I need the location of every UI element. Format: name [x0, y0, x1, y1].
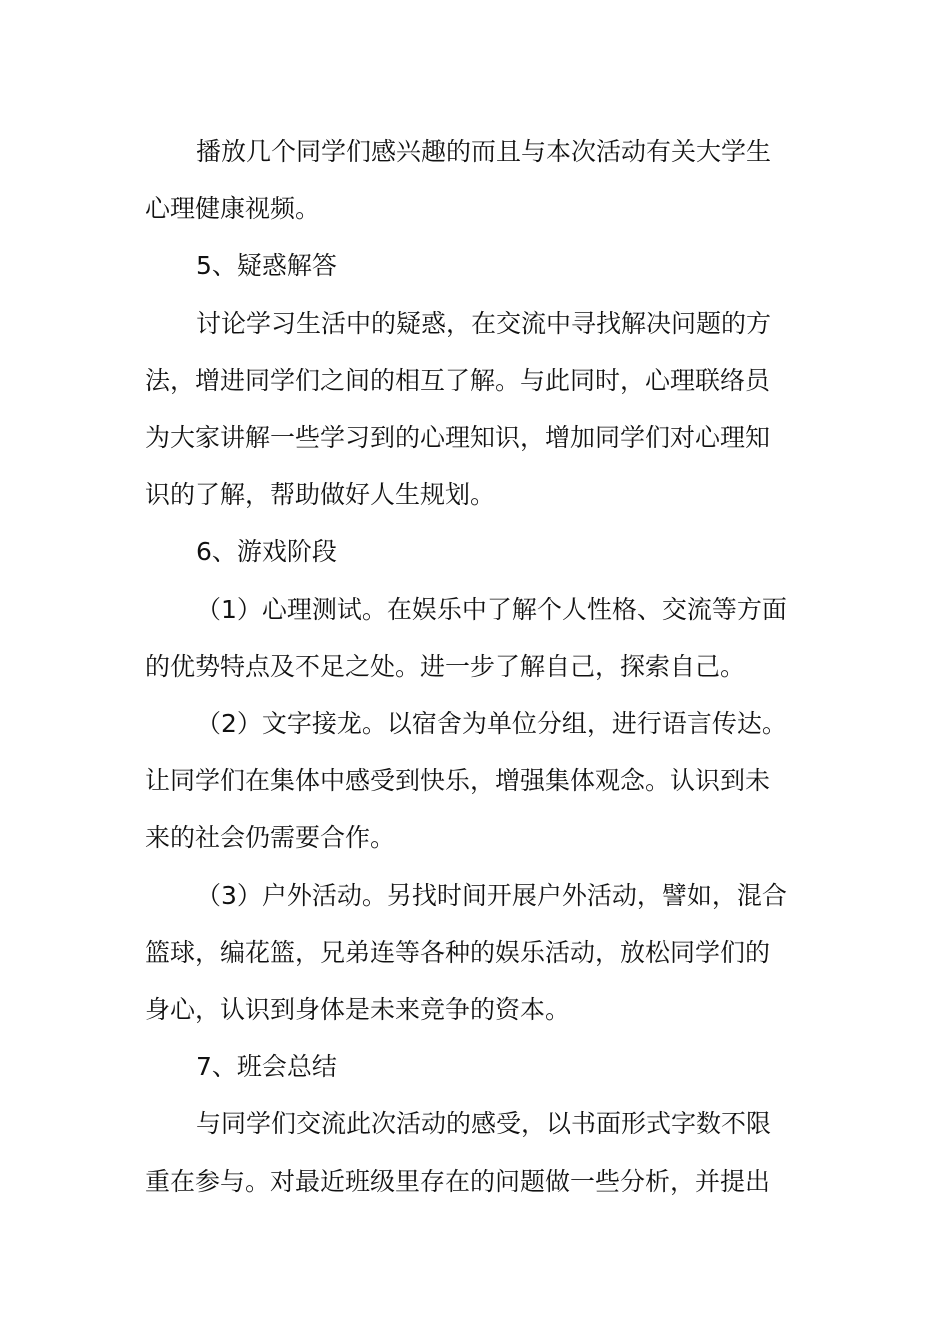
paragraph-line: （2）文字接龙。以宿舍为单位分组，进行语言传达。 [196, 709, 787, 738]
paragraph-line: 识的了解，帮助做好人生规划。 [145, 480, 496, 509]
section-heading: 5、疑惑解答 [196, 251, 337, 280]
paragraph-line: 身心，认识到身体是未来竞争的资本。 [145, 995, 571, 1024]
paragraph-line: 心理健康视频。 [145, 194, 321, 223]
paragraph-line: 篮球，编花篮，兄弟连等各种的娱乐活动，放松同学们的 [145, 938, 771, 967]
paragraph-line: 与同学们交流此次活动的感受，以书面形式字数不限 [196, 1109, 772, 1138]
paragraph-line: 法，增进同学们之间的相互了解。与此同时，心理联络员 [145, 366, 771, 395]
paragraph-line: 重在参与。对最近班级里存在的问题做一些分析，并提出 [145, 1167, 771, 1196]
paragraph-line: 讨论学习生活中的疑惑，在交流中寻找解决问题的方 [196, 309, 772, 338]
paragraph-line: （1）心理测试。在娱乐中了解个人性格、交流等方面 [196, 595, 787, 624]
paragraph-line: 来的社会仍需要合作。 [145, 823, 396, 852]
paragraph-line: 为大家讲解一些学习到的心理知识，增加同学们对心理知 [145, 423, 771, 452]
paragraph-line: 播放几个同学们感兴趣的而且与本次活动有关大学生 [196, 137, 772, 166]
section-heading: 7、班会总结 [196, 1052, 337, 1081]
paragraph-line: 的优势特点及不足之处。进一步了解自己，探索自己。 [145, 652, 746, 681]
paragraph-line: 让同学们在集体中感受到快乐，增强集体观念。认识到未 [145, 766, 771, 795]
paragraph-line: （3）户外活动。另找时间开展户外活动，譬如，混合 [196, 881, 787, 910]
section-heading: 6、游戏阶段 [196, 537, 337, 566]
